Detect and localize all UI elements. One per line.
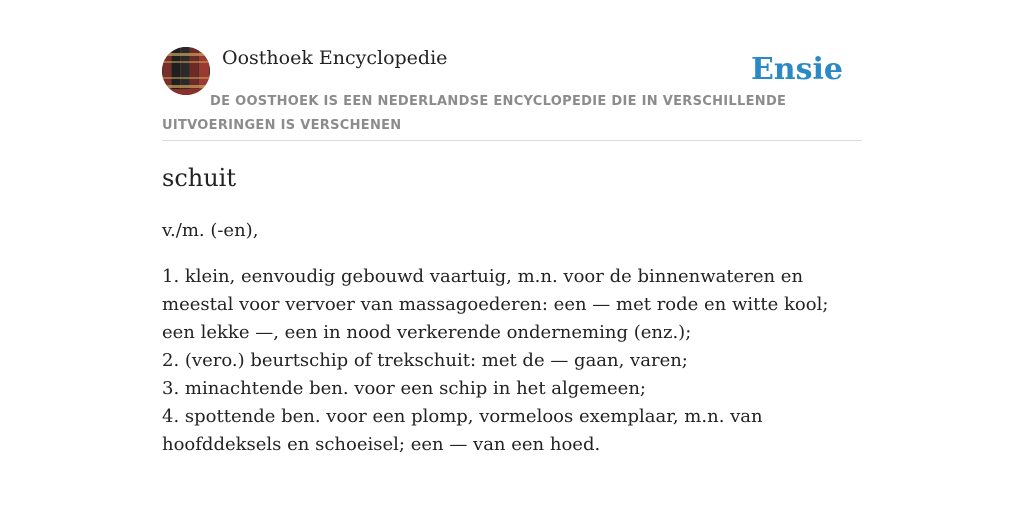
definition-list	[162, 263, 862, 459]
book-spines-icon[interactable]	[162, 47, 210, 95]
source-description: DE OOSTHOEK IS EEN NEDERLANDSE ENCYCLOPEDIE DIE IN VERSCHILLENDE UITVOERINGEN IS VERSCHENEN	[162, 94, 787, 133]
source-header	[162, 46, 862, 141]
brand-logo[interactable]: Ensie	[750, 52, 843, 87]
entry-term: schuit	[162, 164, 236, 192]
definition-item: 3. minachtende ben. voor een schip in het algemeen;	[162, 378, 646, 399]
definition-item: 1. klein, eenvoudig gebouwd vaartuig, m.n. voor de binnenwateren en meestal voor vervoer van massagoederen: een — met rode en witte kool; een lekke —, een in nood verkerende onderneming (enz.);	[162, 266, 829, 343]
entry-grammar: v./m. (-en),	[162, 220, 259, 241]
definition-item: 2. (vero.) beurtschip of trekschuit: met de — gaan, varen;	[162, 350, 688, 371]
source-name[interactable]: Oosthoek Encyclopedie	[222, 47, 448, 69]
definition-item: 4. spottende ben. voor een plomp, vormeloos exemplaar, m.n. van hoofddeksels en schoeisel; een — van een hoed.	[162, 406, 763, 455]
